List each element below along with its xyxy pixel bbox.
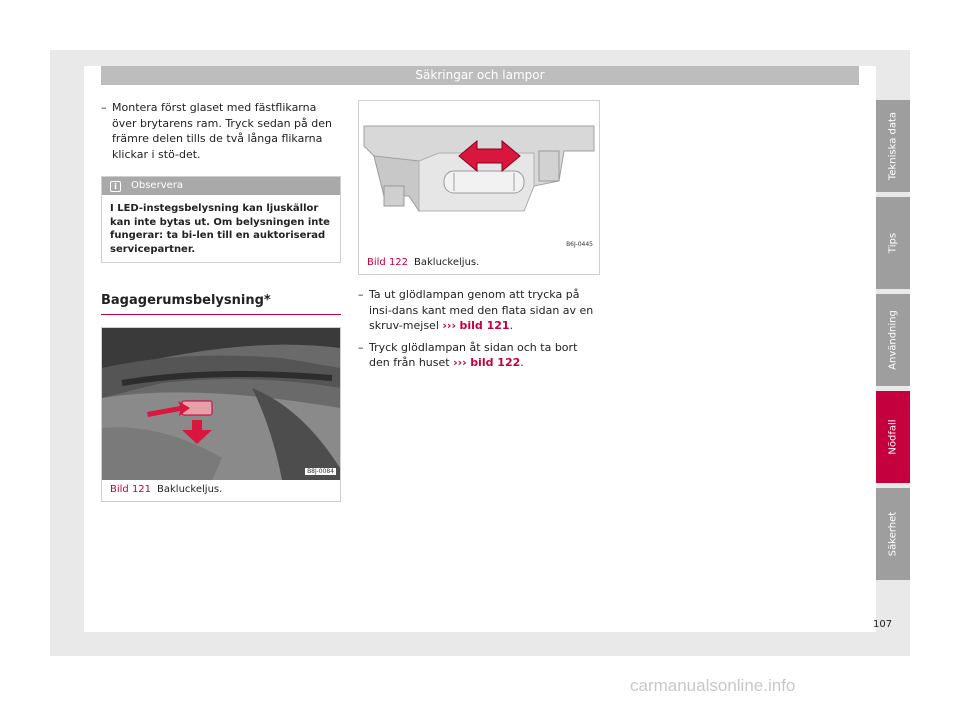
middle-column (358, 100, 600, 371)
tab-anvandning[interactable]: Användning (876, 294, 910, 386)
tab-tekniska-data[interactable]: Tekniska data (876, 100, 910, 192)
lamp-housing-illustration (359, 101, 599, 253)
tab-nodfall[interactable]: Nödfall (876, 391, 910, 483)
tab-sakerhet[interactable]: Säkerhet (876, 488, 910, 580)
figure-code: B8J-0084 (307, 468, 334, 475)
figure-caption (102, 480, 340, 501)
instruction-item: – Tryck glödlampan åt sidan och ta bort den från huset ››› bild 122. (358, 340, 578, 369)
trunk-light-illustration (102, 328, 340, 480)
figure-caption (359, 253, 599, 274)
left-column (101, 100, 341, 502)
caption-text: Bakluckeljus. (414, 257, 480, 268)
page-number: 107 (873, 619, 893, 630)
watermark: carmanualsonline.info (630, 676, 796, 695)
page-header: Säkringar och lampor (101, 66, 859, 85)
note-title: Observera (131, 180, 184, 191)
instruction-item: – Ta ut glödlampan genom att trycka på insi-dans kant med den flata sidan av en skruv-mejsel ››› bild 121. (358, 288, 594, 332)
section-title: Bagagerumsbelysning* (101, 293, 341, 315)
figure-reference-link[interactable]: bild 122 (470, 356, 521, 369)
caption-text: Bakluckeljus. (157, 484, 223, 495)
figure-reference-link[interactable]: bild 121 (459, 319, 510, 332)
figure-121 (101, 327, 341, 502)
instruction-text: Tryck glödlampan åt sidan och ta bort den från huset (369, 340, 578, 369)
note-header (102, 177, 340, 195)
arrow-icon: ››› (442, 319, 456, 332)
instruction-text: Montera först glaset med fästflikarna över brytarens ram. Tryck sedan på den främre delen tills de två långa flikarna klickar i stö-det. (112, 101, 332, 161)
figure-label: Bild 122 (367, 257, 409, 268)
arrow-icon: ››› (453, 356, 467, 369)
instruction-text: Ta ut glödlampan genom att trycka på insi-dans kant med den flata sidan av en skruv-mejsel (369, 288, 594, 332)
info-icon: i (110, 181, 121, 192)
dash-marker: – (101, 101, 107, 114)
figure-code: B6J-0445 (566, 241, 593, 248)
dash-marker: – (358, 340, 364, 354)
figure-label: Bild 121 (110, 484, 152, 495)
instruction-list (358, 287, 600, 371)
note-box (101, 176, 341, 263)
tab-tips[interactable]: Tips (876, 197, 910, 289)
figure-122 (358, 100, 600, 275)
note-text: I LED-instegsbelysning kan ljuskällor kan inte bytas ut. Om belysningen inte fungerar: ta bi-len till en auktoriserad servicepartner. (110, 203, 330, 255)
chapter-tabs (876, 100, 910, 585)
instruction-item (101, 100, 341, 162)
dash-marker: – (358, 288, 364, 301)
